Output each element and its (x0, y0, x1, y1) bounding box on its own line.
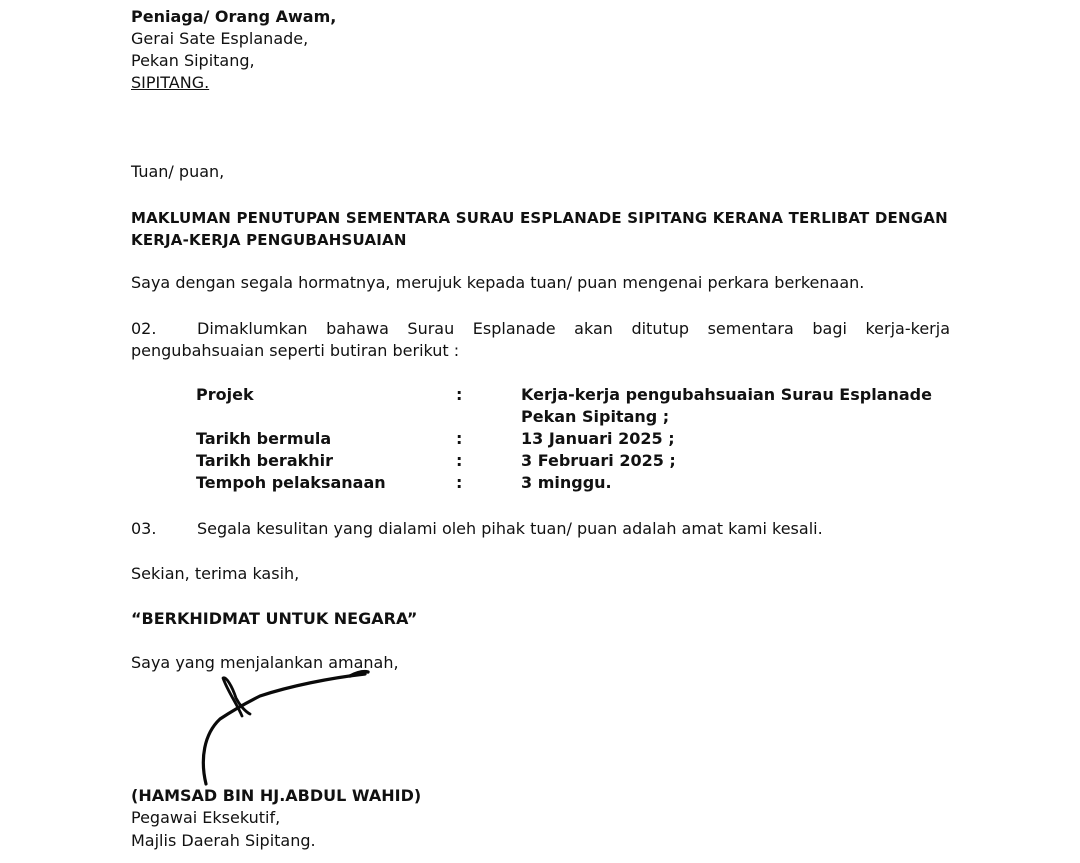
detail-value: 13 Januari 2025 ; (521, 429, 675, 448)
detail-label: Tarikh berakhir (196, 451, 334, 470)
detail-label: Tarikh bermula (196, 429, 332, 448)
detail-label: Tempoh pelaksanaan (196, 473, 386, 492)
paragraph-intro: Saya dengan segala hormatnya, merujuk kepada tuan/ puan mengenai perkara berkenaan. (131, 273, 865, 292)
paragraph-02-line2: pengubahsuaian seperti butiran berikut : (131, 341, 460, 360)
motto: “BERKHIDMAT UNTUK NEGARA” (131, 609, 418, 628)
paragraph-02-number: 02. (131, 319, 157, 338)
detail-value (521, 384, 951, 428)
paragraph-03 (131, 518, 823, 540)
subject-line2: KERJA-KERJA PENGUBAHSUAIAN (131, 231, 407, 249)
detail-colon: : (456, 429, 463, 448)
signatory-position: Pegawai Eksekutif, (131, 808, 281, 827)
detail-colon: : (456, 473, 463, 492)
handwritten-signature (190, 664, 380, 794)
paragraph-02-line1 (131, 318, 950, 340)
paragraph-03-text: Segala kesulitan yang dialami oleh pihak tuan/ puan adalah amat kami kesali. (197, 519, 823, 538)
paragraph-02-text: Dimaklumkan bahawa Surau Esplanade akan ditutup sementara bagi kerja-kerja (197, 319, 950, 338)
signatory-organization: Majlis Daerah Sipitang. (131, 831, 316, 850)
salutation: Tuan/ puan, (131, 162, 225, 181)
detail-value: 3 Februari 2025 ; (521, 451, 676, 470)
detail-colon: : (456, 451, 463, 470)
detail-label: Projek (196, 385, 254, 404)
signatory-name: (HAMSAD BIN HJ.ABDUL WAHID) (131, 786, 422, 805)
recipient-address-line2: Pekan Sipitang, (131, 51, 255, 70)
recipient-town: SIPITANG. (131, 73, 210, 92)
recipient-name: Peniaga/ Orang Awam, (131, 7, 337, 26)
closing: Sekian, terima kasih, (131, 564, 300, 583)
paragraph-03-number: 03. (131, 519, 157, 538)
detail-colon: : (456, 385, 463, 404)
recipient-address-line1: Gerai Sate Esplanade, (131, 29, 309, 48)
detail-value: 3 minggu. (521, 473, 612, 492)
detail-value-line1: Kerja-kerja pengubahsuaian Surau Esplanade (521, 385, 932, 404)
sign-off: Saya yang menjalankan amanah, (131, 653, 399, 672)
detail-value-line2: Pekan Sipitang ; (521, 407, 670, 426)
subject-line1: MAKLUMAN PENUTUPAN SEMENTARA SURAU ESPLANADE SIPITANG KERANA TERLIBAT DENGAN (131, 209, 948, 227)
